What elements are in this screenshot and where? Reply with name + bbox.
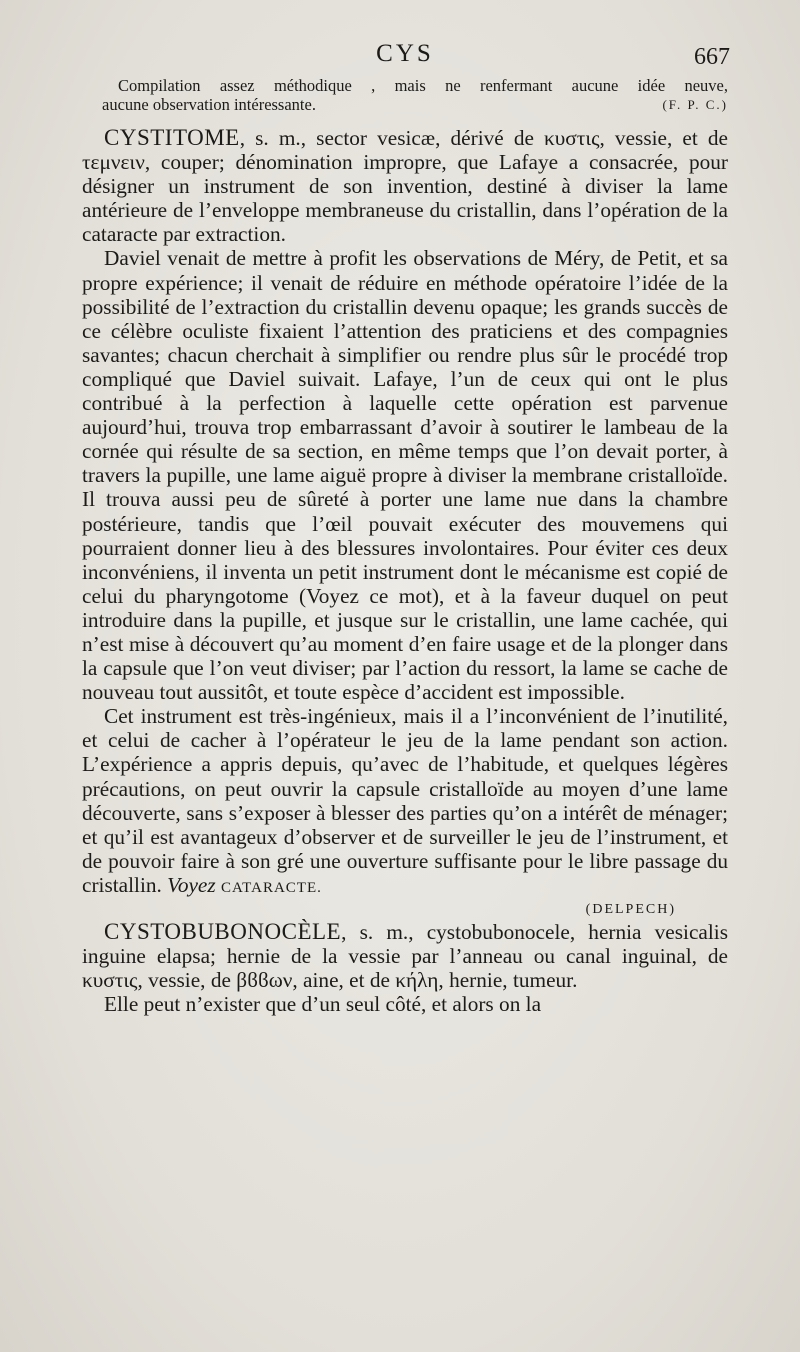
cross-reference-target: CATARACTE. (221, 879, 322, 896)
definition-text: , s. m., sector vesicæ, dérivé de κυστις, vessie, et de τεμνειν, couper; dénomination impropre, que Lafaye a consacrée, pour désigner un instrument de son invention, destiné à diviser la lame antérieure de l’enveloppe membraneuse du cristallin, dans l’opération de la cataracte par extraction. (82, 126, 728, 247)
note-signature: (F. P. C.) (662, 97, 728, 112)
entry-cystitome-paragraph-3 (82, 704, 728, 900)
running-head (82, 0, 728, 70)
definition-text-2: , s. m., cystobubonocele, hernia vesicalis inguine elapsa; hernie de la vessie par l’anneau ou canal inguinal, de κυστις, vessie, de βϐϐων, aine, et de κήλη, hernie, tumeur. (82, 920, 728, 993)
voyez-reference: Voyez (167, 872, 216, 897)
page-number: 667 (694, 44, 730, 70)
running-head-title: CYS (376, 40, 434, 67)
entry-cystobubonocele-paragraph-2: Elle peut n’exister que d’un seul côté, et alors on la (104, 992, 542, 1017)
headword-cystitome: CYSTITOME (104, 125, 240, 150)
entry-cystitome-definition (82, 126, 728, 246)
author-signature: (DELPECH) (585, 902, 676, 917)
bibliographic-note (118, 76, 728, 95)
note-line-1: Compilation assez méthodique , mais ne renfermant aucune idée neuve, (118, 76, 728, 95)
headword-cystobubonocele: CYSTOBUBONOCÈLE (104, 919, 342, 944)
bibliographic-note-end (102, 95, 728, 114)
paragraph-3-text: Cet instrument est très-ingénieux, mais il a l’inconvénient de l’inutilité, et celui de cacher à l’opérateur le jeu de la lame pendant son action. L’expérience a appris depuis, qu’avec de l’habitude, et quelques légères précautions, on peut ouvrir la capsule cristalloïde au moyen d’une lame découverte, sans s’exposer à blesser des parties qu’on a intérêt de ménager; et qu’il est avantageux d’observer et de surveiller le jeu de l’instrument, et de pouvoir faire à son gré une ouverture suffisante pour le libre passage du cristallin. (82, 704, 728, 897)
entry-cystitome-paragraph-2: Daviel venait de mettre à profit les observations de Méry, de Petit, et sa propre expérience; il venait de réduire en méthode opératoire l’idée de la possibilité de l’extraction du cristallin devenu opaque; les grands succès de ce célèbre oculiste fixaient l’attention des praticiens et des compagnies savantes; chacun cherchait à simplifier ou rendre plus sûr le procédé trop compliqué que Daviel suivait. Lafaye, l’un de ceux qui ont le plus contribué à la perfection à laquelle cette opération est parvenue aujourd’hui, trouva trop embarrassant d’avoir à soutirer le lambeau de la cornée qui résulte de sa section, en même temps que l’on devait porter, à travers la pupille, une lame aiguë propre à diviser la membrane cristalloïde. Il trouva aussi peu de sûreté à porter une lame nue dans la chambre postérieure, tandis que l’œil pouvait exécuter des mouvemens qui pourraient donner lieu à des blessures involontaires. Pour éviter ces deux inconvéniens, il inventa un petit instrument dont le mécanisme est copié de celui du pharyngotome (Voyez ce mot), et à la faveur duquel on peut introduire dans la pupille, et jusque sur le cristallin, une lame cachée, qui n’est mise à découvert qu’au moment d’en faire usage et de la plonger dans la capsule que l’on veut diviser; par l’action du ressort, la lame se cache de nouveau tout aussitôt, et toute espèce d’accident est impossible. (82, 246, 728, 705)
note-line-2: aucune observation intéressante. (102, 95, 316, 114)
entry-cystobubonocele-definition (82, 920, 728, 992)
